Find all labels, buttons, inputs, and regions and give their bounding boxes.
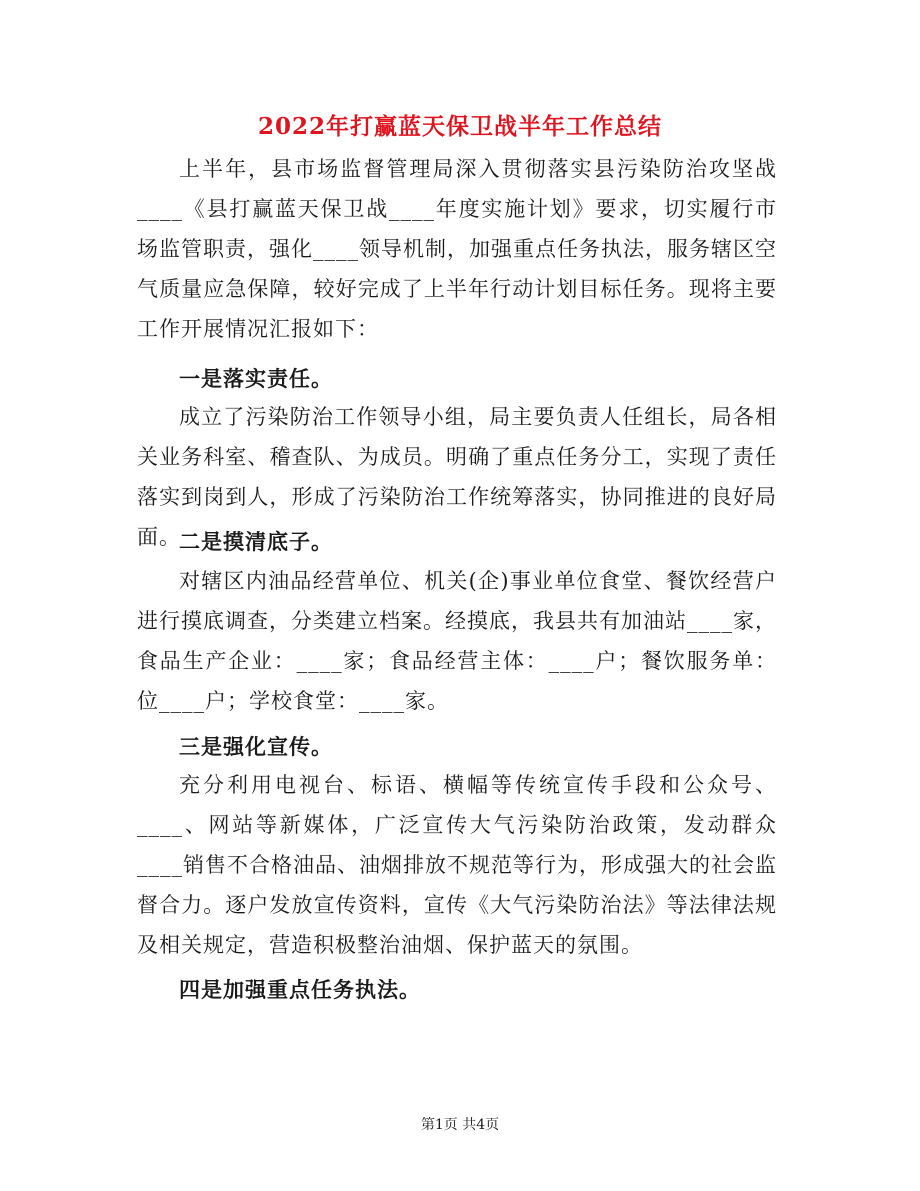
paragraph-survey: 对辖区内油品经营单位、机关(企)事业单位食堂、餐饮经营户进行摸底调查，分类建立档案。经摸底，我县共有加油站____家，食品生产企业：____家；食品经营主体：____户；餐饮服务单：位____户；学校食堂：____家。 <box>137 569 777 713</box>
paragraph-intro: 上半年，县市场监督管理局深入贯彻落实县污染防治攻坚战____《县打赢蓝天保卫战____年度实施计划》要求，切实履行市场监管职责，强化____领导机制，加强重点任务执法，服务辖区空气质量应急保障，较好完成了上半年行动计划目标任务。现将主要工作开展情况汇报如下： <box>137 157 777 341</box>
paragraph-responsibility: 成立了污染防治工作领导小组，局主要负责人任组长，局各相关业务科室、稽查队、为成员。明确了重点任务分工，实现了责任落实到岗到人，形成了污染防治工作统筹落实，协同推进的良好局面。 <box>137 405 777 549</box>
section-heading-4: 四是加强重点任务执法。 <box>179 977 421 1002</box>
section-heading-3: 三是强化宣传。 <box>179 734 333 759</box>
page-indicator: 第1页 共4页 <box>420 1117 500 1133</box>
document-title: 2022年打赢蓝天保卫战半年工作总结 <box>257 113 662 140</box>
paragraph-publicity: 充分利用电视台、标语、横幅等传统宣传手段和公众号、____、网站等新媒体，广泛宣传大气污染防治政策，发动群众____销售不合格油品、油烟排放不规范等行为，形成强大的社会监督合力。逐户发放宣传资料，宣传《大气污染防治法》等法律法规及相关规定，营造积极整治油烟、保护蓝天的氛围。 <box>137 773 777 957</box>
section-heading-2: 二是摸清底子。 <box>179 529 333 554</box>
section-heading-1: 一是落实责任。 <box>179 366 333 391</box>
